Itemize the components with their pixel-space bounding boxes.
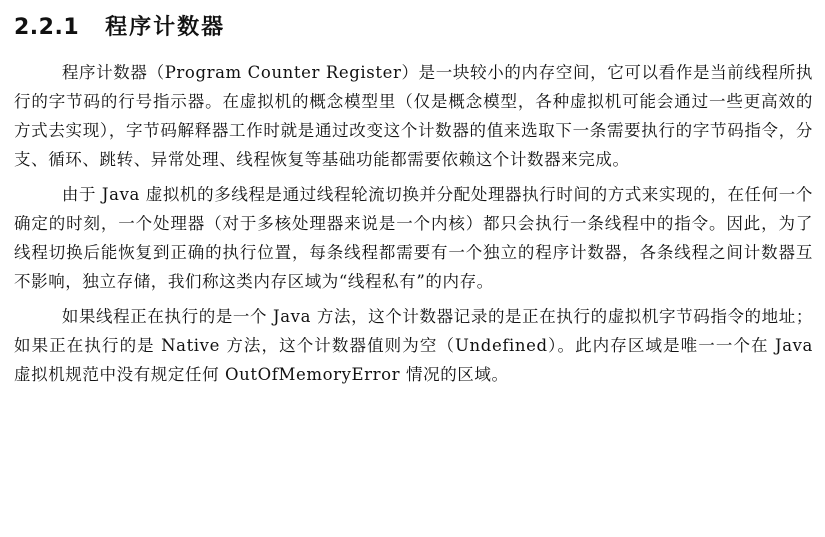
paragraph-program-counter-definition: 程序计数器（Program Counter Register）是一块较小的内存空间，它可以看作是当前线程所执行的字节码的行号指示器。在虚拟机的概念模型里（仅是概念模型，各种虚拟机可能会通过一些更高效的方式去实现），字节码解释器工作时就是通过改变这个计数器的值来选取下一条需要执行的字节码指令，分支、循环、跳转、异常处理、线程恢复等基础功能都需要依赖这个计数器来完成。 bbox=[14, 63, 813, 169]
section-heading bbox=[14, 10, 813, 44]
section-title: 程序计数器 bbox=[105, 15, 226, 40]
section-number: 2.2.1 bbox=[14, 15, 80, 40]
paragraph-thread-private: 由于 Java 虚拟机的多线程是通过线程轮流切换并分配处理器执行时间的方式来实现的，在任何一个确定的时刻，一个处理器（对于多核处理器来说是一个内核）都只会执行一条线程中的指令。因此，为了线程切换后能恢复到正确的执行位置，每条线程都需要有一个独立的程序计数器，各条线程之间计数器互不影响，独立存储，我们称这类内存区域为“线程私有”的内存。 bbox=[14, 185, 813, 291]
paragraph-native-method: 如果线程正在执行的是一个 Java 方法，这个计数器记录的是正在执行的虚拟机字节码指令的地址；如果正在执行的是 Native 方法，这个计数器值则为空（Undefined）。此内存区域是唯一一个在 Java 虚拟机规范中没有规定任何 OutOfMemoryError 情况的区域。 bbox=[14, 307, 813, 384]
